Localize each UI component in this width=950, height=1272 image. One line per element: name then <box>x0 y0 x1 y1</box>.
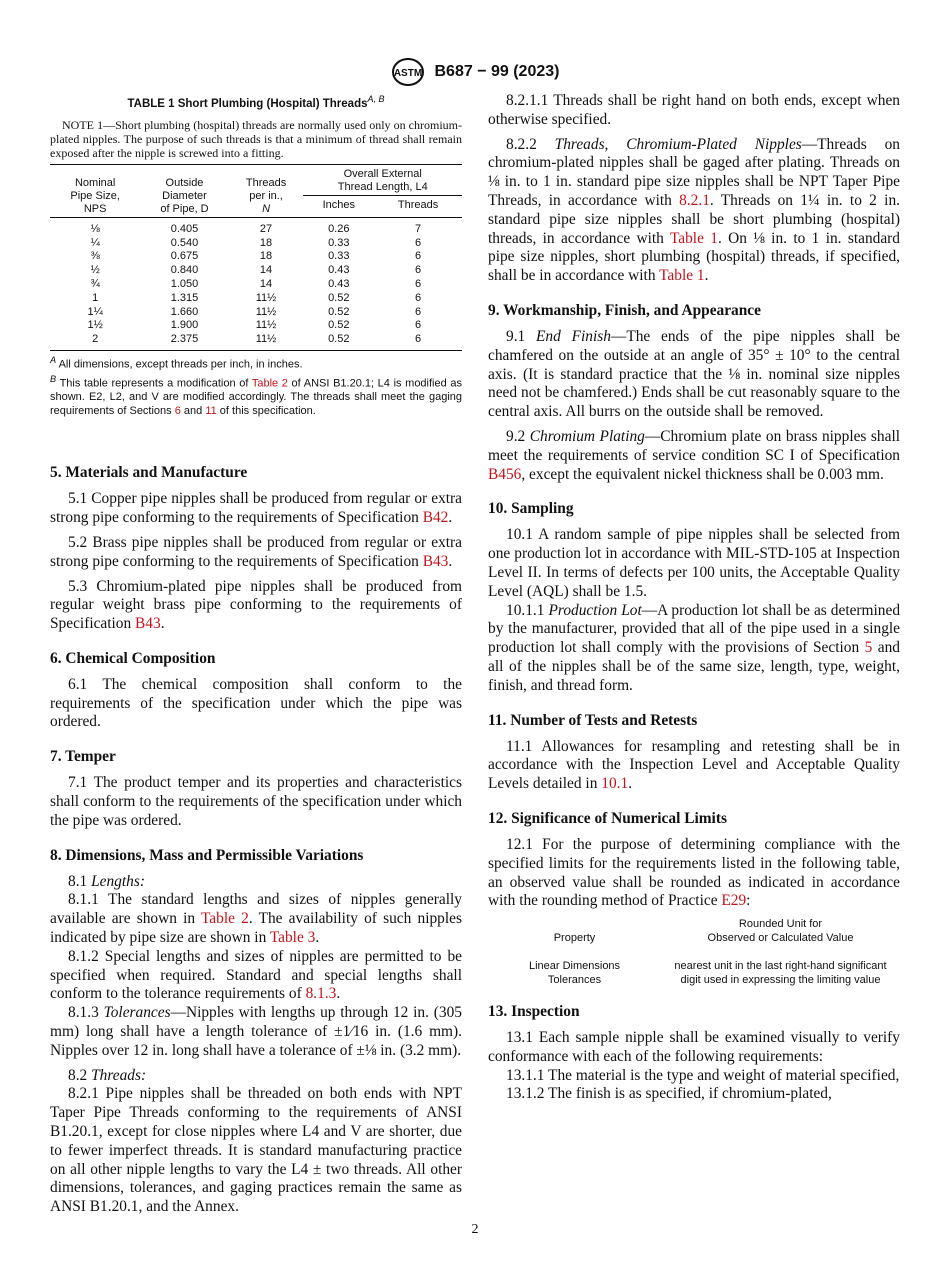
para-11-1: 11.1 Allowances for resampling and retesting shall be in accordance with the Inspection Level and Acceptable Quality Levels detailed in 10.1. <box>488 737 900 793</box>
section11-link[interactable]: 11 <box>205 405 217 418</box>
table-cell: 11½ <box>255 333 277 346</box>
table-row <box>50 333 462 347</box>
table-cell: 14 <box>259 264 273 277</box>
table2-link-2[interactable]: Table 2 <box>200 910 249 928</box>
page-number: 2 <box>471 1222 479 1237</box>
para-5-2: 5.2 Brass pipe nipples shall be produced from regular or extra strong pipe conforming to the requirements of Specification B43. <box>50 533 462 570</box>
table-cell: 2 <box>92 333 99 346</box>
section10-heading: 10. Sampling <box>488 500 574 518</box>
table-row <box>50 319 462 333</box>
table-cell: ½ <box>90 264 100 277</box>
page-header <box>0 57 950 87</box>
table-cell: 1.315 <box>170 291 199 304</box>
table-row <box>50 292 462 306</box>
table-cell: 0.405 <box>170 222 199 235</box>
ref-10-1-link[interactable]: 10.1 <box>601 775 629 793</box>
para-9-2: 9.2 Chromium Plating—Chromium plate on brass nipples shall meet the requirements of service condition SC I of Specification B456, except the equivalent nickel thickness shall be 0.003 mm. <box>488 427 901 483</box>
table1-link[interactable]: Table 1 <box>669 229 718 247</box>
th-nps: Nominal Pipe Size, NPS <box>70 176 120 215</box>
rt-header-property: Property <box>553 932 596 945</box>
table-row <box>50 250 462 264</box>
section11-heading: 11. Number of Tests and Retests <box>488 711 698 729</box>
th-threads: Threads <box>397 198 439 211</box>
ref-8-2-1-link[interactable]: 8.2.1 <box>679 191 710 209</box>
table-cell: 0.52 <box>328 305 350 318</box>
para-5-1: 5.1 Copper pipe nipples shall be produced from regular or extra strong pipe conforming to the requirements of Specification B42. <box>50 490 462 527</box>
table-cell: ¼ <box>90 236 100 249</box>
para-8-2-1-1: 8.2.1.1 Threads shall be right hand on both ends, except when otherwise specified. <box>488 92 900 128</box>
table-cell: ⅛ <box>90 222 100 235</box>
th-inches: Inches <box>322 198 355 211</box>
table1-footnotes <box>50 350 462 418</box>
table-cell: 6 <box>414 333 422 346</box>
footnote-b: $^B$ This table represents a modification of Table 2 of ANSI B1.20.1; L4 is modified as shown. E2, L2, and V are modified accordingly. The threads shall meet the gaging requirements of Sections 6 and 11 of this specification. <box>50 373 462 418</box>
table-cell: 0.33 <box>328 250 350 263</box>
section9-heading: 9. Workmanship, Finish, and Appearance <box>488 301 761 319</box>
para-13-1: 13.1 Each sample nipple shall be examined visually to verify conformance with each of the following requirements: <box>488 1029 900 1065</box>
table-row <box>50 306 462 320</box>
table-cell: 0.540 <box>170 236 199 249</box>
table-cell: 2.375 <box>170 333 199 346</box>
ref-8-1-3-link[interactable]: 8.1.3 <box>305 985 337 1003</box>
para-8-2-1: 8.2.1 Pipe nipples shall be threaded on both ends with NPT Taper Pipe Threads conforming to the requirements of ANSI B1.20.1, except for close nipples where L4 and V are shorter, due to fewer imperfect threads. It is standard manufacturing practice on all other nipple lengths to vary the L4 ± two threads. All other dimensions, tolerances, and gaging practices remain the same as ANSI B1.20.1, and the Annex. <box>50 1085 462 1216</box>
para-10-1: 10.1 A random sample of pipe nipples shall be selected from one production lot in accordance with MIL-STD-105 at Inspection Level II. In terms of defects per 100 units, the Acceptable Quality Level (AQL) shall be 1.5. <box>488 526 900 600</box>
table-cell: 1½ <box>87 319 103 332</box>
table-cell: 1.660 <box>170 305 199 318</box>
table-cell: 11½ <box>255 305 277 318</box>
table1-note: NOTE 1—Short plumbing (hospital) threads are normally used only on chromium-plated nipples. The purpose of such threads is that a minimum of thread shall remain exposed after the nipple is screwed into a fitting. <box>50 117 462 160</box>
table-cell: 0.33 <box>328 236 350 249</box>
table-cell: 18 <box>259 236 273 249</box>
table-cell: 0.675 <box>170 250 199 263</box>
table1-link-2[interactable]: Table 1 <box>659 267 705 285</box>
left-column <box>50 92 462 1223</box>
table-cell: ¾ <box>90 278 100 291</box>
right-column <box>488 92 900 1110</box>
footnote-a: $^A$ All dimensions, except threads per inch, in inches. <box>50 355 303 371</box>
para-8-1-1: 8.1.1 The standard lengths and sizes of nipples generally available are shown in Table 2. The availability of such nipples indicated by pipe size are shown in Table 3. <box>50 891 462 947</box>
th-overall: Overall External Thread Length, L4 <box>303 164 462 195</box>
table-cell: 1 <box>92 291 99 304</box>
para-7-1: 7.1 The product temper and its properties and characteristics shall conform to the requirements of the specification under which the pipe was ordered. <box>50 774 462 829</box>
table-cell: 18 <box>259 250 273 263</box>
section6-link[interactable]: 6 <box>174 405 181 418</box>
table-cell: 11½ <box>255 291 277 304</box>
para-13-1-1: 13.1.1 The material is the type and weight of material specified, <box>506 1066 900 1084</box>
designation: B687 − 99 (2023) <box>434 63 560 80</box>
rt-header-unit: Rounded Unit for Observed or Calculated Value <box>707 918 854 945</box>
table-cell: 0.840 <box>170 264 199 277</box>
rt-value: nearest unit in the last right-hand significant digit used in expressing the limiting value <box>674 960 887 987</box>
para-5-3: 5.3 Chromium-plated pipe nipples shall be produced from regular weight brass pipe conforming to the requirements of Specification B43. <box>50 577 462 633</box>
table-cell: 6 <box>414 250 422 263</box>
table-cell: 0.43 <box>328 278 350 291</box>
th-od: Outside Diameter of Pipe, D <box>160 176 209 215</box>
table-cell: 27 <box>259 222 273 235</box>
table-cell: 6 <box>414 319 422 332</box>
section12-heading: 12. Significance of Numerical Limits <box>488 809 727 827</box>
section6-heading: 6. Chemical Composition <box>50 649 216 667</box>
para-12-1: 12.1 For the purpose of determining compliance with the specified limits for the requirements listed in the following table, an observed value shall be rounded as indicated in accordance with the rounding method of Practice E29: <box>488 835 900 910</box>
table-cell: 0.52 <box>328 333 350 346</box>
table-cell: 7 <box>414 222 422 235</box>
rounding-table <box>488 917 900 987</box>
para-9-1: 9.1 End Finish—The ends of the pipe nipples shall be chamfered on the outside at an angle of 35° ± 10° to the central axis. (It is standard practice that the ⅛ in. nominal size nipples need not be chamfered.) Ends shall be cut reasonably square to the central axis. All burrs on the outside shall be removed. <box>488 327 900 421</box>
table-cell: 6 <box>414 278 422 291</box>
table-cell: 0.26 <box>328 222 350 235</box>
e29-link[interactable]: E29 <box>721 892 747 910</box>
para-13-1-2: 13.1.2 The finish is as specified, if chromium-plated, <box>506 1085 832 1103</box>
table-cell: 6 <box>414 291 422 304</box>
section13-heading: 13. Inspection <box>488 1003 580 1021</box>
b43-link[interactable]: B43 <box>422 552 449 570</box>
section5-heading: 5. Materials and Manufacture <box>50 464 248 482</box>
th-tpi: Threads per in., N <box>245 176 287 215</box>
table-cell: 14 <box>259 278 273 291</box>
table-cell: 0.52 <box>328 319 350 332</box>
b456-link[interactable]: B456 <box>488 465 522 483</box>
section7-heading: 7. Temper <box>50 748 116 766</box>
para-8-1-3: 8.1.3 Tolerances—Nipples with lengths up through 12 in. (305 mm) long shall have a length tolerance of ±1⁄16 in. (1.6 mm). Nipples over 12 in. long shall have a tolerance of ±⅛ in. (3.2 mm). <box>50 1004 462 1059</box>
table-cell: 11½ <box>255 319 277 332</box>
table-row <box>50 217 462 236</box>
table3-link[interactable]: Table 3 <box>269 929 316 947</box>
table-row <box>50 264 462 278</box>
para-8-2: 8.2 Threads: <box>68 1066 147 1084</box>
section8-heading: 8. Dimensions, Mass and Permissible Variations <box>50 846 364 864</box>
para-8-1: 8.1 Lengths: <box>68 872 145 890</box>
rt-property: Linear Dimensions Tolerances <box>528 960 621 987</box>
section5-link[interactable]: 5 <box>864 639 873 657</box>
table-cell: ⅜ <box>90 250 100 263</box>
table-row <box>50 278 462 292</box>
table-cell: 6 <box>414 305 422 318</box>
table-cell: 6 <box>414 236 422 249</box>
table-cell: 1.900 <box>170 319 199 332</box>
table2-link[interactable]: Table 2 <box>251 377 288 390</box>
table-cell: 0.43 <box>328 264 350 277</box>
para-6-1: 6.1 The chemical composition shall conform to the requirements of the specification under which the pipe was ordered. <box>50 675 462 731</box>
table-cell: 6 <box>414 264 422 277</box>
table-cell: 1¼ <box>87 305 103 318</box>
para-10-1-1: 10.1.1 Production Lot—A production lot shall be as determined by the manufacturer, provided that all of the pipe used in a single production lot shall comply with the provisions of Section 5 and all of the nipples shall be of the same size, length, type, weight, finish, and thread form. <box>488 601 901 694</box>
table-cell: 0.52 <box>328 291 350 304</box>
table-cell: 1.050 <box>170 278 199 291</box>
b43-link-2[interactable]: B43 <box>135 615 161 633</box>
astm-logo-icon <box>391 57 425 87</box>
table1 <box>50 164 462 347</box>
para-8-1-2: 8.1.2 Special lengths and sizes of nipples are permitted to be specified when required. Standard and special lengths shall conform to the tolerance requirements of 8.1.3. <box>50 947 462 1003</box>
para-8-2-2: 8.2.2 Threads, Chromium-Plated Nipples—Threads on chromium-plated nipples shall be gaged after plating. Threads on ⅛ in. to 1 in. standard pipe size nipples shall be NPT Taper Pipe Threads, in accordance with 8.2.1. Threads on 1¼ in. to 2 in. standard pipe size nipples shall be short plumbing (hospital) threads, in accordance with Table 1. On ⅛ in. to 1 in. standard pipe size nipples, short plumbing (hospital) threads, if specified, shall be in accordance with Table 1. <box>488 135 900 285</box>
logo-text: ASTM <box>393 68 422 79</box>
table1-title: TABLE 1 Short Plumbing (Hospital) Threads$^{A, B}$ <box>127 94 385 110</box>
b42-link[interactable]: B42 <box>422 509 449 527</box>
table-row <box>50 237 462 251</box>
